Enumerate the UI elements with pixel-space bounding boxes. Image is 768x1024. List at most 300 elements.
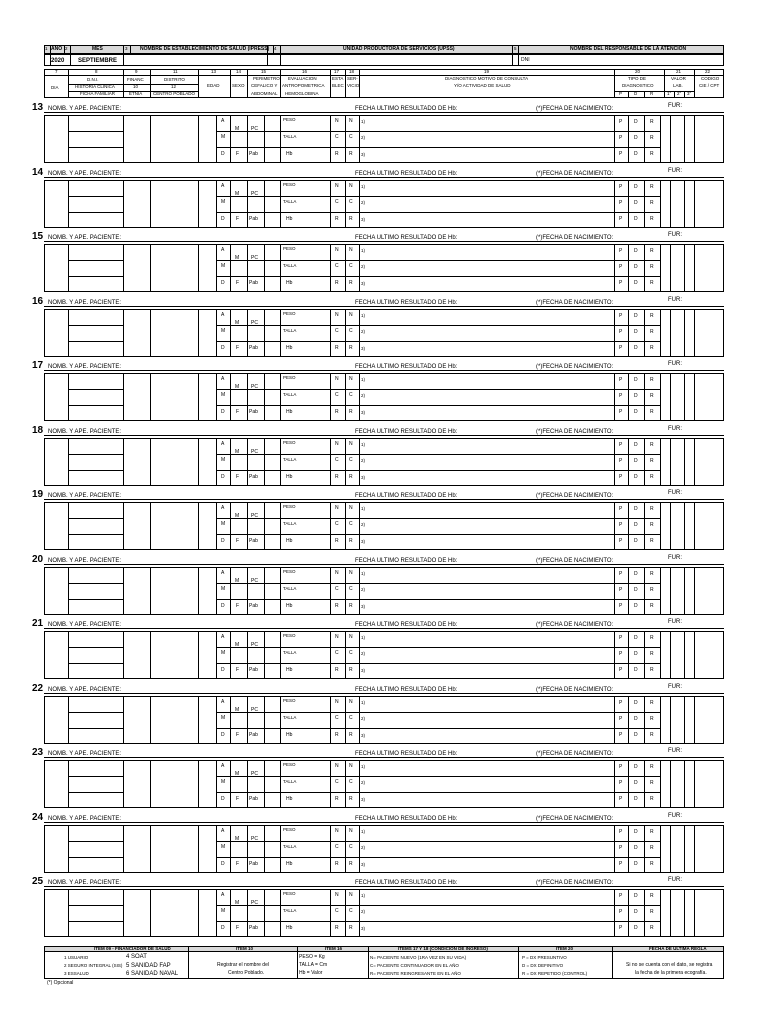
serv-condition-n[interactable]: N [349,570,353,576]
dx-type-p[interactable]: P [619,442,623,448]
dx-type-d[interactable]: D [634,409,638,415]
perimeter-pab[interactable]: Pab [249,216,258,222]
diagnosis-1[interactable]: 1) [361,313,366,318]
dx-type-d[interactable]: D [634,893,638,899]
dx-type-r[interactable]: R [650,474,654,480]
sex-f[interactable]: F [236,345,240,351]
serv-condition-c[interactable]: C [349,521,353,527]
estab-condition-c[interactable]: C [335,521,339,527]
dx-type-r[interactable]: R [650,603,654,609]
age-unit-d[interactable]: D [221,474,225,480]
estab-condition-c[interactable]: C [335,586,339,592]
serv-condition-c[interactable]: C [349,263,353,269]
diagnosis-1[interactable]: 1) [361,635,366,640]
dx-type-d[interactable]: D [634,603,638,609]
perimeter-pc[interactable]: PC [251,191,258,197]
sex-m[interactable]: M [235,191,240,197]
diagnosis-2[interactable]: 2) [361,909,366,914]
diagnosis-3[interactable]: 3) [361,862,366,867]
dx-type-d[interactable]: D [634,264,638,270]
dx-type-r[interactable]: R [650,667,654,673]
perimeter-pab[interactable]: Pab [249,667,258,673]
diagnosis-2[interactable]: 2) [361,845,366,850]
sex-f[interactable]: F [236,925,240,931]
sex-m[interactable]: M [235,255,240,261]
estab-condition-n[interactable]: N [335,247,339,253]
age-unit-m[interactable]: M [221,392,226,398]
age-unit-m[interactable]: M [221,908,226,914]
estab-condition-c[interactable]: C [335,908,339,914]
dx-type-d[interactable]: D [634,845,638,851]
sex-f[interactable]: F [236,216,240,222]
dx-type-d[interactable]: D [634,909,638,915]
serv-condition-n[interactable]: N [349,634,353,640]
estab-condition-c[interactable]: C [335,844,339,850]
sex-f[interactable]: F [236,861,240,867]
dx-type-d[interactable]: D [634,635,638,641]
dx-type-p[interactable]: P [619,700,623,706]
serv-condition-r[interactable]: R [349,732,353,738]
perimeter-pc[interactable]: PC [251,513,258,519]
serv-condition-n[interactable]: N [349,247,353,253]
age-unit-a[interactable]: A [221,505,225,511]
perimeter-pab[interactable]: Pab [249,280,258,286]
dx-type-p[interactable]: P [619,635,623,641]
diagnosis-3[interactable]: 3) [361,539,366,544]
serv-condition-n[interactable]: N [349,892,353,898]
diagnosis-1[interactable]: 1) [361,377,366,382]
dx-type-p[interactable]: P [619,893,623,899]
estab-condition-r[interactable]: R [335,538,339,544]
perimeter-pab[interactable]: Pab [249,732,258,738]
age-unit-m[interactable]: M [221,715,226,721]
estab-condition-n[interactable]: N [335,376,339,382]
dx-type-d[interactable]: D [634,667,638,673]
dx-type-d[interactable]: D [634,200,638,206]
serv-condition-r[interactable]: R [349,796,353,802]
dx-type-p[interactable]: P [619,184,623,190]
dx-type-r[interactable]: R [650,571,654,577]
sex-m[interactable]: M [235,449,240,455]
dx-type-r[interactable]: R [650,119,654,125]
age-unit-a[interactable]: A [221,312,225,318]
dx-type-p[interactable]: P [619,571,623,577]
perimeter-pc[interactable]: PC [251,255,258,261]
dx-type-r[interactable]: R [650,635,654,641]
dx-type-p[interactable]: P [619,829,623,835]
age-unit-d[interactable]: D [221,538,225,544]
sex-f[interactable]: F [236,796,240,802]
sex-m[interactable]: M [235,513,240,519]
dx-type-r[interactable]: R [650,458,654,464]
age-unit-a[interactable]: A [221,763,225,769]
diagnosis-3[interactable]: 3) [361,152,366,157]
month-value[interactable]: SEPTIEMBRE [78,58,118,64]
sex-m[interactable]: M [235,384,240,390]
dx-type-r[interactable]: R [650,248,654,254]
estab-condition-n[interactable]: N [335,763,339,769]
perimeter-pc[interactable]: PC [251,449,258,455]
sex-f[interactable]: F [236,732,240,738]
serv-condition-c[interactable]: C [349,715,353,721]
perimeter-pab[interactable]: Pab [249,474,258,480]
diagnosis-1[interactable]: 1) [361,700,366,705]
age-unit-d[interactable]: D [221,151,225,157]
diagnosis-2[interactable]: 2) [361,393,366,398]
dx-type-d[interactable]: D [634,280,638,286]
age-unit-a[interactable]: A [221,118,225,124]
dx-type-p[interactable]: P [619,248,623,254]
age-unit-m[interactable]: M [221,199,226,205]
perimeter-pab[interactable]: Pab [249,151,258,157]
sex-f[interactable]: F [236,603,240,609]
perimeter-pc[interactable]: PC [251,642,258,648]
diagnosis-3[interactable]: 3) [361,281,366,286]
dx-type-p[interactable]: P [619,861,623,867]
serv-condition-r[interactable]: R [349,861,353,867]
dx-type-d[interactable]: D [634,522,638,528]
serv-condition-r[interactable]: R [349,409,353,415]
age-unit-d[interactable]: D [221,280,225,286]
estab-condition-r[interactable]: R [335,345,339,351]
dx-type-r[interactable]: R [650,700,654,706]
dx-type-p[interactable]: P [619,313,623,319]
dx-type-r[interactable]: R [650,909,654,915]
dx-type-p[interactable]: P [619,732,623,738]
diagnosis-1[interactable]: 1) [361,442,366,447]
age-unit-d[interactable]: D [221,796,225,802]
estab-condition-n[interactable]: N [335,505,339,511]
dx-type-p[interactable]: P [619,716,623,722]
dx-type-r[interactable]: R [650,845,654,851]
age-unit-d[interactable]: D [221,345,225,351]
dx-type-p[interactable]: P [619,667,623,673]
estab-condition-r[interactable]: R [335,409,339,415]
dx-type-r[interactable]: R [650,587,654,593]
serv-condition-r[interactable]: R [349,280,353,286]
sex-m[interactable]: M [235,836,240,842]
dx-type-d[interactable]: D [634,780,638,786]
dx-type-p[interactable]: P [619,845,623,851]
dx-type-r[interactable]: R [650,925,654,931]
age-unit-a[interactable]: A [221,634,225,640]
serv-condition-c[interactable]: C [349,457,353,463]
serv-condition-n[interactable]: N [349,763,353,769]
dx-type-p[interactable]: P [619,780,623,786]
estab-condition-n[interactable]: N [335,441,339,447]
age-unit-d[interactable]: D [221,409,225,415]
dx-type-p[interactable]: P [619,409,623,415]
diagnosis-2[interactable]: 2) [361,522,366,527]
dx-type-p[interactable]: P [619,651,623,657]
dx-type-p[interactable]: P [619,393,623,399]
dx-type-d[interactable]: D [634,732,638,738]
diagnosis-3[interactable]: 3) [361,346,366,351]
diagnosis-3[interactable]: 3) [361,410,366,415]
estab-condition-n[interactable]: N [335,118,339,124]
diagnosis-2[interactable]: 2) [361,264,366,269]
serv-condition-r[interactable]: R [349,538,353,544]
dx-type-r[interactable]: R [650,135,654,141]
perimeter-pab[interactable]: Pab [249,409,258,415]
serv-condition-r[interactable]: R [349,925,353,931]
dx-type-d[interactable]: D [634,184,638,190]
diagnosis-2[interactable]: 2) [361,780,366,785]
dx-type-r[interactable]: R [650,716,654,722]
sex-m[interactable]: M [235,642,240,648]
dx-type-r[interactable]: R [650,393,654,399]
sex-m[interactable]: M [235,900,240,906]
age-unit-m[interactable]: M [221,328,226,334]
age-unit-m[interactable]: M [221,650,226,656]
estab-condition-r[interactable]: R [335,796,339,802]
estab-condition-c[interactable]: C [335,263,339,269]
sex-m[interactable]: M [235,320,240,326]
dx-type-p[interactable]: P [619,506,623,512]
diagnosis-2[interactable]: 2) [361,716,366,721]
dx-type-p[interactable]: P [619,796,623,802]
dx-type-d[interactable]: D [634,377,638,383]
dx-type-r[interactable]: R [650,409,654,415]
serv-condition-n[interactable]: N [349,183,353,189]
diagnosis-1[interactable]: 1) [361,184,366,189]
dx-type-p[interactable]: P [619,264,623,270]
serv-condition-n[interactable]: N [349,699,353,705]
dx-type-d[interactable]: D [634,716,638,722]
estab-condition-r[interactable]: R [335,925,339,931]
serv-condition-r[interactable]: R [349,345,353,351]
age-unit-a[interactable]: A [221,247,225,253]
perimeter-pab[interactable]: Pab [249,861,258,867]
estab-condition-n[interactable]: N [335,699,339,705]
dx-type-d[interactable]: D [634,829,638,835]
perimeter-pab[interactable]: Pab [249,796,258,802]
serv-condition-c[interactable]: C [349,199,353,205]
serv-condition-r[interactable]: R [349,603,353,609]
age-unit-m[interactable]: M [221,779,226,785]
dx-type-r[interactable]: R [650,732,654,738]
dx-type-p[interactable]: P [619,119,623,125]
serv-condition-c[interactable]: C [349,392,353,398]
diagnosis-2[interactable]: 2) [361,329,366,334]
dx-type-r[interactable]: R [650,184,654,190]
estab-condition-r[interactable]: R [335,603,339,609]
dx-type-r[interactable]: R [650,538,654,544]
dx-type-p[interactable]: P [619,458,623,464]
perimeter-pc[interactable]: PC [251,320,258,326]
serv-condition-n[interactable]: N [349,441,353,447]
dx-type-r[interactable]: R [650,651,654,657]
year-value[interactable]: 2020 [51,58,65,64]
diagnosis-1[interactable]: 1) [361,571,366,576]
dx-type-r[interactable]: R [650,280,654,286]
dx-type-d[interactable]: D [634,216,638,222]
perimeter-pc[interactable]: PC [251,707,258,713]
dx-type-r[interactable]: R [650,313,654,319]
sex-m[interactable]: M [235,578,240,584]
diagnosis-1[interactable]: 1) [361,893,366,898]
serv-condition-r[interactable]: R [349,216,353,222]
dx-type-r[interactable]: R [650,506,654,512]
serv-condition-c[interactable]: C [349,134,353,140]
age-unit-a[interactable]: A [221,376,225,382]
serv-condition-c[interactable]: C [349,586,353,592]
serv-condition-c[interactable]: C [349,328,353,334]
dx-type-r[interactable]: R [650,796,654,802]
dx-type-r[interactable]: R [650,893,654,899]
diagnosis-3[interactable]: 3) [361,604,366,609]
dx-type-r[interactable]: R [650,829,654,835]
diagnosis-1[interactable]: 1) [361,506,366,511]
dx-type-d[interactable]: D [634,571,638,577]
dx-type-d[interactable]: D [634,345,638,351]
dx-type-p[interactable]: P [619,764,623,770]
estab-condition-r[interactable]: R [335,151,339,157]
age-unit-a[interactable]: A [221,183,225,189]
dx-type-r[interactable]: R [650,861,654,867]
age-unit-d[interactable]: D [221,925,225,931]
age-unit-d[interactable]: D [221,667,225,673]
serv-condition-c[interactable]: C [349,844,353,850]
dx-type-r[interactable]: R [650,200,654,206]
age-unit-m[interactable]: M [221,134,226,140]
dx-type-p[interactable]: P [619,603,623,609]
estab-condition-n[interactable]: N [335,828,339,834]
dx-type-r[interactable]: R [650,377,654,383]
serv-condition-n[interactable]: N [349,312,353,318]
dx-type-p[interactable]: P [619,522,623,528]
perimeter-pab[interactable]: Pab [249,538,258,544]
dx-type-d[interactable]: D [634,248,638,254]
diagnosis-1[interactable]: 1) [361,248,366,253]
dx-type-r[interactable]: R [650,151,654,157]
dx-type-p[interactable]: P [619,925,623,931]
serv-condition-n[interactable]: N [349,828,353,834]
age-unit-m[interactable]: M [221,586,226,592]
dx-type-p[interactable]: P [619,474,623,480]
dx-type-p[interactable]: P [619,151,623,157]
sex-f[interactable]: F [236,409,240,415]
age-unit-d[interactable]: D [221,732,225,738]
age-unit-d[interactable]: D [221,216,225,222]
dx-type-d[interactable]: D [634,442,638,448]
perimeter-pab[interactable]: Pab [249,345,258,351]
dx-type-d[interactable]: D [634,700,638,706]
dx-type-p[interactable]: P [619,329,623,335]
dx-type-p[interactable]: P [619,216,623,222]
diagnosis-2[interactable]: 2) [361,651,366,656]
serv-condition-n[interactable]: N [349,376,353,382]
dx-type-d[interactable]: D [634,329,638,335]
dx-type-d[interactable]: D [634,474,638,480]
diagnosis-3[interactable]: 3) [361,926,366,931]
estab-condition-n[interactable]: N [335,183,339,189]
dx-type-r[interactable]: R [650,345,654,351]
diagnosis-3[interactable]: 3) [361,217,366,222]
perimeter-pc[interactable]: PC [251,900,258,906]
estab-condition-c[interactable]: C [335,134,339,140]
sex-m[interactable]: M [235,771,240,777]
perimeter-pab[interactable]: Pab [249,603,258,609]
estab-condition-n[interactable]: N [335,570,339,576]
age-unit-a[interactable]: A [221,828,225,834]
diagnosis-1[interactable]: 1) [361,764,366,769]
perimeter-pc[interactable]: PC [251,126,258,132]
dx-type-p[interactable]: P [619,135,623,141]
age-unit-a[interactable]: A [221,441,225,447]
perimeter-pc[interactable]: PC [251,836,258,842]
dx-type-p[interactable]: P [619,909,623,915]
age-unit-d[interactable]: D [221,861,225,867]
estab-condition-n[interactable]: N [335,312,339,318]
sex-f[interactable]: F [236,151,240,157]
dx-type-d[interactable]: D [634,925,638,931]
dx-type-d[interactable]: D [634,796,638,802]
sex-f[interactable]: F [236,280,240,286]
serv-condition-r[interactable]: R [349,474,353,480]
dx-type-d[interactable]: D [634,119,638,125]
dx-type-p[interactable]: P [619,200,623,206]
diagnosis-2[interactable]: 2) [361,587,366,592]
estab-condition-r[interactable]: R [335,280,339,286]
estab-condition-r[interactable]: R [335,667,339,673]
sex-m[interactable]: M [235,707,240,713]
age-unit-d[interactable]: D [221,603,225,609]
estab-condition-n[interactable]: N [335,634,339,640]
dx-type-d[interactable]: D [634,506,638,512]
dx-type-r[interactable]: R [650,764,654,770]
sex-f[interactable]: F [236,667,240,673]
dx-type-p[interactable]: P [619,345,623,351]
age-unit-m[interactable]: M [221,457,226,463]
age-unit-a[interactable]: A [221,892,225,898]
perimeter-pc[interactable]: PC [251,771,258,777]
dx-type-d[interactable]: D [634,458,638,464]
dx-type-d[interactable]: D [634,764,638,770]
serv-condition-c[interactable]: C [349,779,353,785]
serv-condition-r[interactable]: R [349,667,353,673]
sex-f[interactable]: F [236,474,240,480]
diagnosis-1[interactable]: 1) [361,119,366,124]
dx-type-r[interactable]: R [650,264,654,270]
dx-type-d[interactable]: D [634,313,638,319]
estab-condition-c[interactable]: C [335,457,339,463]
dx-type-p[interactable]: P [619,587,623,593]
dx-type-r[interactable]: R [650,329,654,335]
diagnosis-2[interactable]: 2) [361,135,366,140]
estab-condition-c[interactable]: C [335,199,339,205]
diagnosis-2[interactable]: 2) [361,458,366,463]
dx-type-d[interactable]: D [634,587,638,593]
estab-condition-c[interactable]: C [335,328,339,334]
age-unit-a[interactable]: A [221,699,225,705]
age-unit-m[interactable]: M [221,263,226,269]
estab-condition-n[interactable]: N [335,892,339,898]
sex-f[interactable]: F [236,538,240,544]
diagnosis-3[interactable]: 3) [361,475,366,480]
serv-condition-n[interactable]: N [349,118,353,124]
dx-type-p[interactable]: P [619,377,623,383]
dx-type-d[interactable]: D [634,393,638,399]
estab-condition-r[interactable]: R [335,732,339,738]
estab-condition-r[interactable]: R [335,474,339,480]
dx-type-r[interactable]: R [650,216,654,222]
serv-condition-c[interactable]: C [349,650,353,656]
dx-type-d[interactable]: D [634,651,638,657]
diagnosis-1[interactable]: 1) [361,829,366,834]
dx-type-r[interactable]: R [650,442,654,448]
estab-condition-c[interactable]: C [335,779,339,785]
